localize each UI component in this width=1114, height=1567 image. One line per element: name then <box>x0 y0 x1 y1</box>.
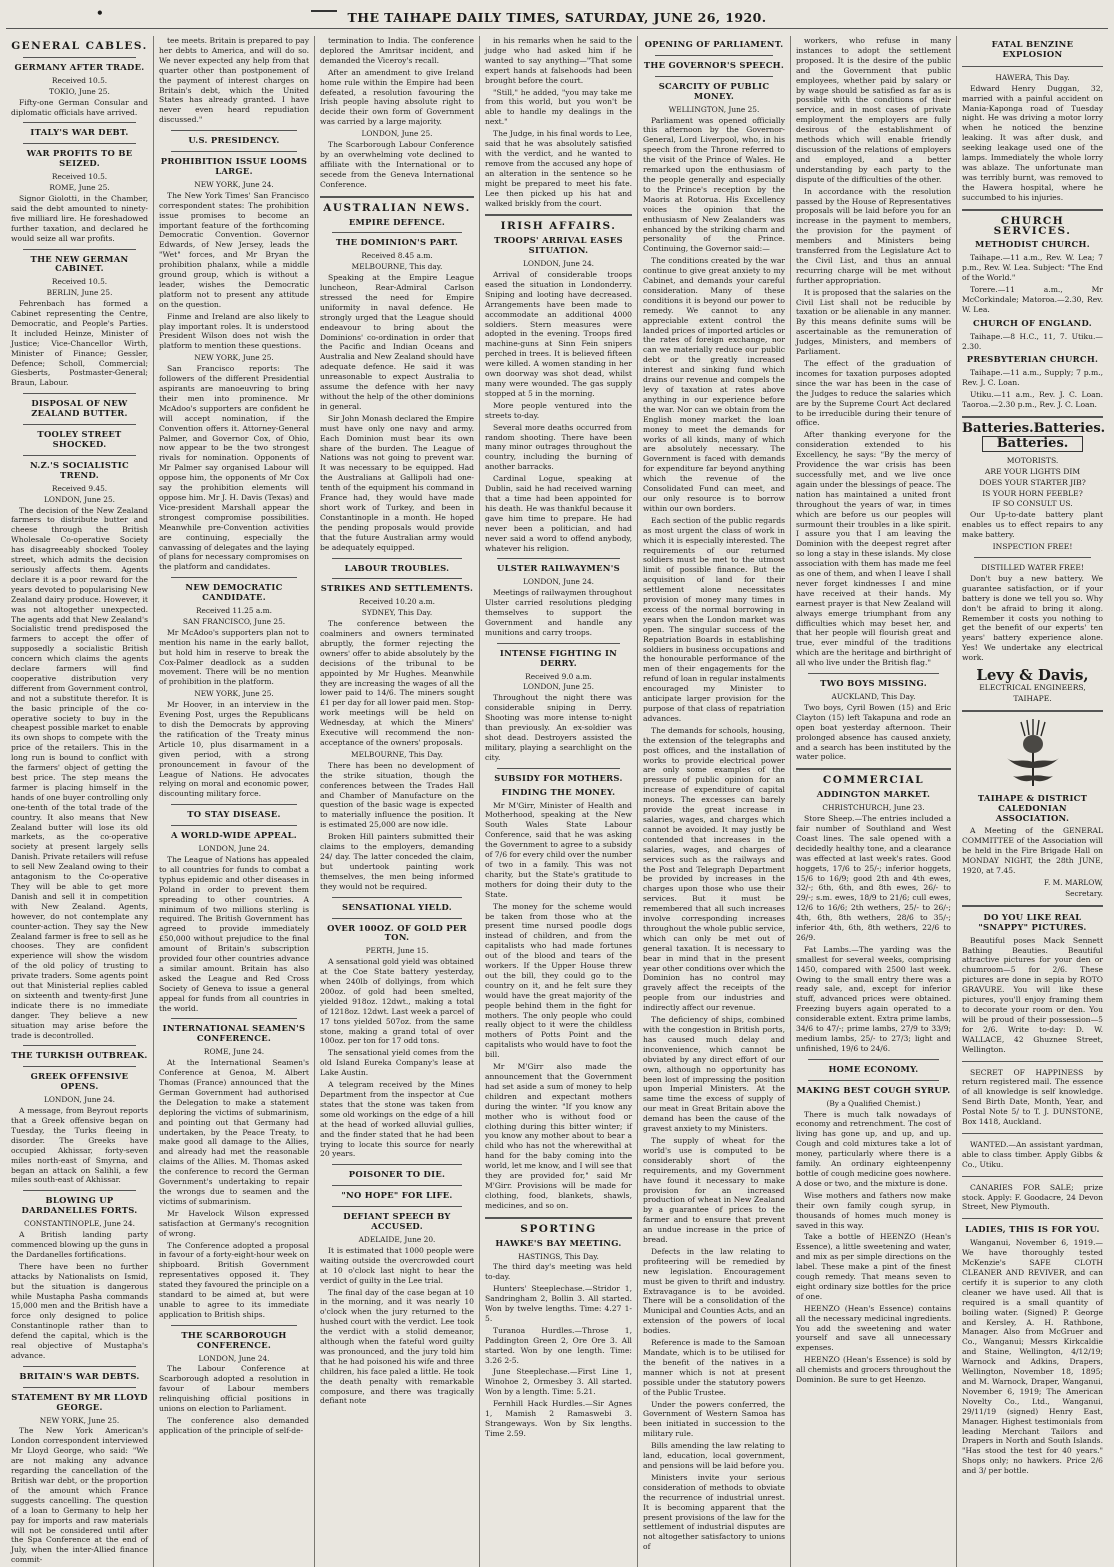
dateline: LONDON, June 24. <box>522 259 595 269</box>
divider <box>808 1080 939 1081</box>
divider <box>171 1325 297 1326</box>
dateline: Received 10.20 a.m. <box>358 597 436 607</box>
article-paragraph: The deficiency of ships, combined with the congestion in British ports, has caused much delay and inconvenience, which cannot be obviated by any direct effort of our own, although no opportunity has been lost of impressing the position upon Imperial Ministers. At the same time the excess of supply of our meat in Great Britain above the demand has been the cause of the gravest anxiety to my Ministers. <box>643 1015 785 1134</box>
dateline: NEW YORK, June 25. <box>194 353 274 363</box>
article-paragraph: The sensational yield comes from the old Island Eureka Company's lease at Lake Austin. <box>320 1048 474 1078</box>
columns <box>6 36 1108 1565</box>
headline: ITALY'S WAR DEBT. <box>30 127 129 138</box>
dateline: ROME, June 24. <box>203 1047 265 1057</box>
ad-paragraph: A Meeting of the GENERAL COMMITTEE of the Association will be held in the Fire Brigade Hall on MONDAY NIGHT, the 28th JUNE, 1920, at 7.45. <box>962 826 1103 876</box>
headline: PROHIBITION ISSUE LOOMS LARGE. <box>160 156 308 176</box>
batteries-word: Batteries. <box>1033 421 1106 436</box>
article-paragraph: Each section of the public regards as most urgent the class of work in which it is especially interested. The requirements of our returned soldiers must be met to the utmost limit of possible finance. But the acquisition of land for their settlement alone necessitates provision of money many times in excess of the normal borrowing in years when the London market was open. The singular success of the Repatriation Boards in establishing soldiers in business occupations and the honourable performance of the men of their engagements for the refund of loan in regular instalments encouraged my Minister to anticipate larger provision for the purpose of that class of repatriation advances. <box>643 515 785 723</box>
divider <box>23 1066 136 1067</box>
article-paragraph: More people ventured into the streets to-day. <box>485 400 632 420</box>
article-paragraph: Finme and Ireland are also likely to play important roles. It is understood President Wilson does not wish the platform to mention these questions. <box>159 311 309 351</box>
divider <box>962 1133 1103 1134</box>
headline: N.Z.'S SOCIALISTIC TREND. <box>30 459 129 480</box>
article-paragraph: Taihape.—11 a.m., Rev. W. Lea; 7 p.m., Rev. W. Lea. Subject: "The End of the World." <box>962 253 1103 283</box>
article-paragraph: Fehrenbach has formed a Cabinet representing the Centre, Democratic, and People's Parties. It included Heinze, Minister of Justice; Vice-Chancellor Wirth, Minister of Finance; Gessler, Defence; Scholl, Commercial; Giesberts, Postmaster-General; Braun, Labour. <box>11 299 148 388</box>
article-paragraph: HEENZO (Hean's Essence) contains all the necessary medicinal ingredients. You add the sweetening and water yourself and save all unnecessary expenses. <box>796 1303 951 1353</box>
dateline: NEW YORK, June 25. <box>194 689 274 699</box>
column-5 <box>638 36 791 1567</box>
headline: SENSATIONAL YIELD. <box>341 901 453 912</box>
headline: ULSTER RAILWAYMEN'S <box>497 563 620 574</box>
ad-line: IS YOUR HORN FEEBLE? <box>982 488 1083 498</box>
headline: TWO BOYS MISSING. <box>820 678 927 689</box>
article-paragraph: Mr McAdoo's supporters plan not to mention his name in the early ballot, but hold him in reserve to break the Cox-Palmer deadlock as a sudden movement. There will be no mention of prohibition in the platform. <box>159 627 309 687</box>
headline: FINDING THE MONEY. <box>501 786 616 797</box>
column-2 <box>154 36 315 1567</box>
headline: COMMERCIAL <box>822 774 925 787</box>
headline: CHURCH SERVICES. <box>993 214 1072 237</box>
dateline: ROME, June 25. <box>49 183 110 193</box>
divider <box>485 1217 632 1219</box>
divider <box>23 1387 136 1388</box>
headline: DO YOU LIKE REAL "SNAPPY" PICTURES. <box>978 911 1087 932</box>
dateline: TOKIO, June 25. <box>49 86 110 96</box>
article-paragraph: Mr Havelock Wilson expressed satisfaction at Germany's recognition of wrong. <box>159 1208 309 1238</box>
headline: THE SCARBOROUGH CONFERENCE. <box>181 1329 287 1350</box>
dateline: Received 10.5. <box>51 75 108 85</box>
dateline: NEW YORK, June 24. <box>194 179 274 189</box>
article-paragraph: There has been no development of the strike situation, though the conferences between the Trades Hall and Chamber of Manufacture on the question of the basic wage is expected to materially influence the position. It is estimated 25,000 are now idle. <box>320 760 474 830</box>
divider <box>485 214 632 216</box>
divider <box>23 455 136 456</box>
divider <box>332 918 462 919</box>
article-paragraph: The money for the scheme would be taken from those who at the present time nursed poodle dogs instead of children, and from the capitalists who had made fortunes out of the blood and tears of the workers. If the Upper House threw out the bill, they could go to the country on it, and he felt sure they would have the great majority of the people behind them in the fight for mothers. The only people who could really object to it were the childless mothers of Potts Point and the capitalists who would have to foot the bill. <box>485 901 632 1060</box>
masthead <box>6 6 1108 29</box>
dateline: NEW YORK, June 25. <box>39 1415 120 1425</box>
ad-paragraph: Our Up-to-date battery plant enables us to effect repairs to any make battery. <box>962 510 1103 540</box>
dateline: CONSTANTINOPLE, June 24. <box>24 1219 135 1229</box>
headline: TO STAY DISEASE. <box>187 809 281 820</box>
article-paragraph: The supply of wheat for the world's use is computed to be considerably short of the requirements, and my Government have found it necessary to make provision for an increased production of wheat in New Zealand by a guarantee of prices to the farmer and to ensure that prevent an undue increase in the price of bread. <box>643 1135 785 1245</box>
divider <box>497 558 620 559</box>
headline: OPENING OF PARLIAMENT. <box>644 39 784 49</box>
article-paragraph: June Steeplechase.—First Line 1, Winohoe 2, Ormesbey 3. All started. Won by a length. Time: 5.21. <box>485 1367 632 1397</box>
divider <box>974 557 1091 558</box>
article-paragraph: Broken Hill painters submitted their claims to the employers, demanding 24/ day. The latter conceded the claim, but undertook painting work themselves, the men being informed they would not be required. <box>320 832 474 891</box>
article-paragraph: Under the powers conferred, the Government of Western Samoa has been initiated in succession to the military rule. <box>643 1399 785 1439</box>
headline: GREEK OFFENSIVE OPENS. <box>30 1071 129 1092</box>
article-paragraph: Two boys, Cyril Bowen (15) and Eric Clayton (15) left Takapuna and rode an open boat yesterday afternoon. Their prolonged absence has caused anxiety, and a search has been instituted by the water police. <box>796 702 951 762</box>
dateline: SAN FRANCISCO, June 25. <box>182 616 286 626</box>
divider <box>23 143 136 144</box>
masthead-dash <box>311 10 337 12</box>
article-paragraph: After thanking everyone for the consideration extended to his Excellency, he says: "By the mercy of Providence the war crisis has been successfully met, and we live once again under the blessings of peace. The nation has maintained a united front throughout the years of war, in times which are before us our peoples will surmount their troubles in a like spirit. I assure you that I am leaving the Dominion with the deepest regret after so long a stay in these islands. My close association with them has made me feel as one of them, and when I leave I shall never forget kindnesses I and mine have received at their hands. My earnest prayer is that New Zealand will always emerge triumphant from any difficulties which may beset her, and that her people will flourish great and true, ever mindful of the traditions which are the heritage and birthright of all who live under the British flag." <box>796 430 951 668</box>
headline: GENERAL CABLES. <box>11 40 148 52</box>
article-paragraph: Edward Henry Duggan, 32, married with a painful accident on Mania-Kaponga road of Tuesday night. He was driving a motor lorry when he noticed the benzine leaking. It was after dusk, and seeking leakage used one of the lamps. Immediately the whole lorry was ablaze. The unfortunate man was terribly burnt, was removed to the Hawera hospital, where he succumbed to his injuries. <box>962 83 1103 202</box>
article-paragraph: Take a bottle of HEENZO (Hean's Essence), a little sweetening and water, and mix as per simple directions on the label. These make a pint of the finest cough remedy. That means seven to eight ordinary size bottles for the price of one. <box>796 1232 951 1301</box>
article-paragraph: The conference between the coalminers and owners terminated abruptly, the former rejecting the owners' offer to abide absolutely by the decisions of the tribunal to be appointed by Mr Hughes. Meanwhile they are increasing the wages of all the lower paid to 14/6. The miners sought £1 per day for all lower paid men. Stop-work meetings will be held on Wednesday, at which the Miners' Executive will recommend the non-acceptance of the owners' proposals. <box>320 619 474 747</box>
divider <box>962 416 1103 418</box>
article-paragraph: Wise mothers and fathers now make their own family cough syrup, in thousands of homes much money is saved in this way. <box>796 1190 951 1230</box>
divider <box>23 122 136 123</box>
article-paragraph: Cardinal Logue, speaking at Dublin, said he had received warning that a time had been appointed for his death. He was thankful because it gave him time to prepare. He had never been a politician, and had never said a word to offend anybody, whatever his religion. <box>485 474 632 553</box>
column-4 <box>480 36 638 1567</box>
article-paragraph: Mr Hoover, in an interview in the Evening Post, urges the Republicans to dish the Democrats by approving the ratification of the Treaty minus Article 10, plus disarmament in a given period, with a strong pronouncement in favour of the League of Nations. He advocates relying on moral and economic power, discounting military force. <box>159 700 309 799</box>
ad-line: DISTILLED WATER FREE! <box>981 562 1084 572</box>
dateline: MELBOURNE, This Day. <box>351 749 443 759</box>
divider <box>23 1190 136 1191</box>
article-paragraph: The Judge, in his final words to Lee, said that he was absolutely satisfied with the verdict, and he wanted to remove from the accused any hope of an alteration in the sentence so he might be prepared to meet his fate. Lee then picked up his hat and walked briskly from the court. <box>485 129 632 208</box>
divider <box>171 804 297 805</box>
dateline: LONDON, June 25. <box>43 494 116 504</box>
headline: STATEMENT BY MR LLOYD GEORGE. <box>11 1391 148 1412</box>
headline: SPORTING <box>520 1222 597 1235</box>
divider <box>332 1185 462 1186</box>
divider <box>332 232 462 233</box>
article-paragraph: San Francisco reports: The followers of the different Presidential aspirants are manoeuvring to bring their men into prominence. Mr McAdoo's supporters are confident he will accept nomination, if the Convention offers it. Attorney-General Palmer, and Governor Cox, of Ohio, now appear to be the two strongest rivals for nomination. Opponents of Mr Palmer say organised Labour will oppose him, the opponents of Mr Cox say the prohibition elements will oppose him. Mr J. H. Davis (Texas) and Vice-president Marshall appear the strongest compromise possibilities. Meanwhile pre-Convention activities are continuing, especially the canvassing of delegates and the laying of plans for necessary compromises on the platform and candidates. <box>159 364 309 572</box>
divider <box>320 196 474 198</box>
divider <box>23 424 136 425</box>
column-6 <box>791 36 957 1567</box>
headline: LABOUR TROUBLES. <box>344 562 450 573</box>
article-paragraph: Reference is made to the Samoan Mandate, which is to be utilised for the benefit of the natives in a manner which is not at present possible under the statutory powers of the Public Trustee. <box>643 1338 785 1397</box>
divider <box>962 209 1103 211</box>
headline: AUSTRALIAN NEWS. <box>323 201 471 214</box>
divider <box>171 825 297 826</box>
headline: DISPOSAL OF NEW ZEALAND BUTTER. <box>31 398 128 419</box>
divider <box>497 643 620 644</box>
divider <box>808 673 939 674</box>
article-paragraph: The League of Nations has appealed to all countries for funds to combat a typhus epidemic and other diseases in Poland in order to prevent them spreading to other countries. A minimum of two millions sterling is required. The British Government has agreed to provide immediately £50,000 without prejudice to the final amount of Britain's subscription provided four other countries advance a similar amount. Britain has also asked the League and Red Cross Society of Geneva to issue a general appeal for funds from all countries in the world. <box>159 854 309 1013</box>
dateline: Received 8.45 a.m. <box>361 251 433 261</box>
article-paragraph: Fernhill Hack Hurdles.—Sir Agnes 1, Mamish 2 Ramaswebi 3. Strangeways. Won by Six lengths. Time 2.59. <box>485 1399 632 1438</box>
dateline: (By a Qualified Chemist.) <box>826 1098 921 1108</box>
article-paragraph: The effect of the graduation of incomes for taxation purposes adopted since the war has been in the case of the Judges to reduce the salaries which are by the Supreme Court Act declared to be irreducible during their tenure of office. <box>796 359 951 428</box>
article-paragraph: termination to India. The conference deplored the Amritsar incident, and demanded the Viceroy's recall. <box>320 36 474 65</box>
headline: OVER 100OZ. OF GOLD PER TON. <box>327 922 467 943</box>
dateline: LONDON, June 25. <box>522 682 595 692</box>
dateline: LONDON, June 24. <box>522 577 595 587</box>
article-paragraph: Sir John Monash declared the Empire must have only one navy and army. Each Dominion must bear its own share of the burden. The League of Nations was not going to prevent war. It was necessary to be equipped. Had the Australians at Gallipoli had one-tenth of the equipment his command in France had, they would have made short work of Turkey, and been in Constantinople in a month. He hoped the pending proposals would provide that the future Australian army would be adequately equipped. <box>320 413 474 552</box>
dateline: BERLIN, June 25. <box>46 288 113 298</box>
article-paragraph: The New York Times' San Francisco correspondent states: The prohibition issue promises to become an important feature of the forthcoming Democratic Convention. Governor Edwards, of New Jersey, leads the "Wet" forces, and Mr Bryan the prohibition phalanx, while a middle ground group, which is without a leader, wishes the Democratic platform not to present any attitude on the question. <box>159 190 309 309</box>
divider <box>332 578 462 579</box>
headline: BLOWING UP DARDANELLES FORTS. <box>21 1195 138 1216</box>
ad-line: TAIHAPE. <box>1013 693 1052 703</box>
article-paragraph: Ministers invite your serious consideration of methods to obviate the recurrence of industrial unrest. It is becoming apparent that the present provisions of the law for the settlement of industrial disputes are not altogether satisfactory to unions of <box>643 1472 785 1552</box>
batteries-ad-title <box>962 421 1106 436</box>
article-paragraph: The third day's meeting was held to-day. <box>485 1262 632 1282</box>
article-paragraph: A telegram received by the Mines Department from the inspector at Cue states that the stone was taken from some old workings on the edge of a hill at the head of worked alluvial gullies, and the finder stated that he had been trying to locate this source for nearly 20 years. <box>320 1080 474 1159</box>
divider <box>23 1045 136 1046</box>
article-paragraph: Fifty-one German Consular and diplomatic officials have arrived. <box>11 97 148 117</box>
dateline: WELLINGTON, June 25. <box>668 104 760 114</box>
article-paragraph: The demands for schools, housing, the extension of the telegraphs and post offices, and the installation of works to provide electrical power are only some examples of the pressure of public opinion for an increase of expenditure of capital moneys. The excesses can barely provide the great increase in salaries, wages, and charges which cannot be avoided. It may justly be contended that increases in the salaries, wages, and charges of services such as the railways and the Post and Telegraph Department be provided by increases in the charges upon those who use their services. But it must be remembered that all such increases involve corresponding increases throughout the whole public service, which can only be met out of general taxation. It is necessary to bear in mind that in the present year other conditions over which the Dominion has no control may gravely affect the receipts of the people from our industries and indirectly affect our revenue. <box>643 725 785 1013</box>
headline: FATAL BENZINE EXPLOSION <box>991 39 1074 59</box>
headline: HOME ECONOMY. <box>828 1063 919 1074</box>
headline: THE DOMINION'S PART. <box>335 237 459 248</box>
ad-line: INSPECTION FREE! <box>992 542 1073 552</box>
article-paragraph: Torere.—11 a.m., Mr McCorkindale; Matoroa.—2.30, Rev. W. Lea. <box>962 285 1103 314</box>
divider <box>23 57 136 58</box>
headline: STRIKES AND SETTLEMENTS. <box>320 583 474 594</box>
divider <box>655 55 773 56</box>
headline: THE NEW GERMAN CABINET. <box>30 253 129 274</box>
ad-line: DOES YOUR STARTER JIB? <box>979 477 1086 487</box>
ad-line: IF SO CONSULT US. <box>992 499 1073 509</box>
article-paragraph: Bills amending the law relating to land, education, local government, and pensions will be laid before you. <box>643 1441 785 1470</box>
divider <box>171 130 297 131</box>
headline: IRISH AFFAIRS. <box>500 220 617 233</box>
dateline: CHRISTCHURCH, June 23. <box>822 803 925 813</box>
divider <box>962 1218 1103 1219</box>
headline: HAWKE'S BAY MEETING. <box>495 1237 622 1248</box>
column-1 <box>6 36 154 1567</box>
dateline: Received 10.5. <box>51 172 108 182</box>
headline: A WORLD-WIDE APPEAL. <box>170 830 298 841</box>
article-paragraph: Utiku.—11 a.m., Rev. J. C. Loan. Taoroa.—2.30 p.m., Rev. J. C. Loan. <box>962 390 1103 410</box>
headline: PRESBYTERIAN CHURCH. <box>966 354 1099 365</box>
divider <box>962 905 1103 907</box>
dateline: Received 9.0 a.m. <box>525 671 592 681</box>
headline: LADIES, THIS IS FOR YOU. <box>965 1224 1100 1235</box>
headline: INTENSE FIGHTING IN DERRY. <box>499 647 618 668</box>
article-paragraph: tee meets. Britain is prepared to pay her debts to America, and will do so. We never expected any help from that quarter other than postponement of the payment of interest charges on Britain's debt, which the United States has already granted. I have never even heard repudiation discussed." <box>159 36 309 125</box>
headline: "NO HOPE" FOR LIFE. <box>341 1190 453 1201</box>
headline: BRITAIN'S WAR DEBTS. <box>19 1370 140 1381</box>
article-paragraph: Meetings of railwaymen throughout Ulster carried resolutions pledging themselves to support the Government and handle any munitions and carry troops. <box>485 588 632 637</box>
headline: POISONER TO DIE. <box>348 1169 446 1180</box>
article-paragraph: Taihape.—8 H.C., 11, 7. Utiku.—2.30. <box>962 331 1103 351</box>
dateline: LONDON, June 24. <box>198 844 270 854</box>
article-paragraph: It is estimated that 1000 people were waiting outside the overcrowded court at 10 o'clock last night to hear the verdict of guilty in the Lee trial. <box>320 1245 474 1285</box>
divider <box>171 151 297 152</box>
article-paragraph: The conference also demanded application of the principle of self-de- <box>159 1416 309 1435</box>
dateline: AUCKLAND, This Day. <box>831 692 916 701</box>
dateline: ADELAIDE, June 20. <box>358 1234 436 1244</box>
divider <box>796 768 951 770</box>
article-paragraph: Signor Giolotti, in the Chamber, said the debt amounted to ninety-five milliard lire. He foreshadowed further taxation, and declared he would seize all war profits. <box>11 193 148 243</box>
headline: CHURCH OF ENGLAND. <box>972 317 1092 328</box>
divider <box>171 577 297 578</box>
article-paragraph: The Conference adopted a proposal in favour of a forty-eight-hour week on shipboard. British Government representatives opposed it. They stated they favoured the principle on a standard to be aimed at, but were unable to agree to its immediate application to British ships. <box>159 1240 309 1319</box>
dateline: HAWERA, This Day. <box>995 72 1070 82</box>
dateline: PERTH, June 15. <box>365 946 429 956</box>
dateline: Received 10.5. <box>51 277 108 287</box>
article-paragraph: workers, who refuse in many instances to adopt the settlement proposed. It is the desire of the public and the Government that public employees, whether paid by salary or by wage should be satisfied as far as is possible with the conditions of their service, and in most cases of private employment the employers are fully desirous of the establishment of methods which will enable friendly discussion of the relations of employers and employed, and a better understanding by each party to the dispute of the difficulties of the other. <box>796 36 951 184</box>
headline: SUBSIDY FOR MOTHERS. <box>494 772 623 783</box>
dateline: MELBOURNE, This day. <box>351 262 443 272</box>
article-paragraph: In accordance with the resolution passed by the House of Representatives proposals will be laid before you for an increase in the payment to members, the provision for the payment of members and Ministers being transferred from the Legislature Act to the Civil List, and thus an annual recurring charge will be met without further appropriation. <box>796 186 951 285</box>
article-paragraph: The New York American's London correspondent interviewed Mr Lloyd George, who said: "We are not making any advance regarding the cancellation of the British war debt, or the proportion of the amount which France suggests cancelling. The question of a loan to Germany to help her pay for imports and raw materials will not be considered until after the Spa Conference at the end of July, when the inter-Allied finance commit- <box>11 1426 148 1565</box>
article-paragraph: It is proposed that the salaries on the Civil List shall not be reducible by taxation or be alienable in any manner. By this means definite sums will be ascertainable as the remuneration of Judges, Ministers, and members of Parliament. <box>796 287 951 357</box>
dateline: LONDON, June 24. <box>43 1095 116 1105</box>
divider <box>171 1018 297 1019</box>
article-paragraph: Parliament was opened officially this afternoon by the Governor-General, Lord Liverpool, who, in his speech from the Throne referred to the visit of the Prince of Wales. He remarked upon the enthusiasm of the people generally and especially to the Prince's reception by the Maoris at Rotorua. His Excellency voices the opinion that the enthusiasm of New Zealanders was enhanced by the striking charm and personality of the Prince. Continuing, the Governor said:— <box>643 115 785 254</box>
article-paragraph: The decision of the New Zealand farmers to distribute butter and cheese through the British Wholesale Co-operative Society has disagreeably shocked Tooley street, which admits the decision seriously affects them. Agents declare it is a poor reward for the years devoted to popularising New Zealand dairy produce. However, it was not altogether unexpected. The agents add that New Zealand's Socialistic trend predisposed the farmers to accept the offer of supposedly a socialistic British concern which claims the agents declare farmers will find cooperative distribution very different from Government control, and not a substitute therefor. It is the basic principle of the co-operative society to buy in the cheapest possible market to enable its own shops to compete with the price of the retailers. This in the long run is bound to conflict with the farmers' object of getting the best price. The step means the farmer is placing himself in the hands of one buyer controlling only one-tenth of the total trade of the country. It also means that New Zealand butter will lose its old markets, as the co-operative society at present largely sells Danish. Private retailers will refuse to sell New Zealand owing to their antagonism to the Co-operative They will be able to get more Danish and sell it in competition with New Zealand. Agents, however, do not contemplate any counter-action. They say the New Zealand farmer is free to sell as he chooses. They are confident experience will show the wisdom of the old policy of trusting to private traders. Some agents point out that Ministerial replies cabled on sixteenth and twenty-first June indicate there is no immediate danger. They believe a new situation may arise before the trade is decontrolled. <box>11 505 148 1040</box>
headline: THE TURKISH OUTBREAK. <box>11 1050 148 1061</box>
article-paragraph: The final day of the case began at 10 in the morning, and it was nearly 10 o'clock when the jury returned to the hushed court with the verdict. Lee took the verdict with a stolid demeanor, although when the fateful word guilty was pronounced, and the jury told him that he had poisoned his wife and three children, his face paled a little. He took the death penalty with remarkable composure, and there was tragically defiant note <box>320 1287 474 1406</box>
batteries-word: Batteries. <box>962 421 1034 436</box>
article-paragraph: A sensational gold yield was obtained at the Coe State battery yesterday, when 240lb of dollyings, from which 200oz. of gold had been smelted, yielded 918oz. 12dwt., making a total of 1218oz. 12dwt. Last week a parcel of 17 tons yielded 507oz. from the same stone, making a grand total of over 100oz. per ton for 17 odd tons. <box>320 957 474 1046</box>
article-paragraph: Store Sheep.—The entries included a fair number of Southland and West Coast lines. The sale opened with a decidedly healthy tone, and a clearance was effected at last week's rates. Good hoggets, 17/6 to 25/-; inferior hoggets, 15/6 to 16/9; good 2th and 4th ewes, 32/-; 6th, 6th, and 8th ewes, 26/- to 29/-; s.m. ewes, 18/9 to 21/6; cull ewes, 12/6 to 16/6; 2th wethers, 25/- to 26/-; 4th, 6th, 8th wethers, 28/6 to 35/-; inferior 4th, 6th, 8th wethers, 22/6 to 26/9. <box>796 814 951 942</box>
dateline: Received 9.45. <box>51 483 108 493</box>
headline: THE GOVERNOR'S SPEECH. <box>643 59 785 70</box>
divider <box>962 1176 1103 1177</box>
article-paragraph: There is much talk nowadays of economy and retrenchment. The cost of living has gone up, and up, and up. Cough and cold mixtures take a lot of money, particularly where there is a family. An ordinary eighteenpenny bottle of cough medicine goes nowhere. A dose or two, and the mixture is done. <box>796 1109 951 1188</box>
headline: GERMANY AFTER TRADE. <box>14 61 145 72</box>
divider <box>962 1061 1103 1062</box>
article-paragraph: in his remarks when he said to the judge who had asked him if he wanted to say anything—"That some expert hands at falsehoods had been brought before the court. <box>485 36 632 85</box>
divider <box>332 1206 462 1207</box>
divider <box>962 710 1103 712</box>
article-paragraph: A message, from Beyrout reports that a Greek offensive began on Tuesday, the Turks fleeing in disorder. The Greeks have occupied Akhissar, forty-seven miles north-east of Smyrna, and began an attack on Salihli, a few miles south-east of Akhissar. <box>11 1106 148 1185</box>
article-paragraph: Defects in the law relating to profiteering will be remedied by new legislation. Encouragement must be given to thrift and industry. Extravagance is to be avoided. There will be a consolidation of the Municipal and Counties Acts, and an extension of the powers of local bodies. <box>643 1246 785 1336</box>
divider <box>332 897 462 898</box>
divider <box>497 768 620 769</box>
article-paragraph: "Still," he added, "you may take me from this world, but you won't be able to handle my dealings in the next." <box>485 87 632 127</box>
ad-paragraph: Wanganui, November 6, 1919.—We have thoroughly tested McKenzie's SAFE CLOTH CLEANER AND REVIVER, and can certify it is superior to any cloth cleaner we have used. All that is required is a small quantity of boiling water. (Signed) P. George and Kersley, A. H. Rathbone, Manager. Also from McGruer and Co., Wanganui; Messrs Kirkcaldie and Staine, Wellington, 4/12/19; Warnock and Adkins, Drapers, Wellington, November 18, 1895; and M. Warnock, Draper, Wanganui, November 6, 1919; The American Novelty Co., Ltd., Wanganui, 29/11/19 (signed) Henry East, Manager. Highest testimonials from leading Merchant Tailors and Drapers in North and South Islands. "Has stood the test for 40 years." Shops only; no hawkers. Price 2/6 and 3/ per bottle. <box>962 1238 1103 1476</box>
article-paragraph: Mr M'Girr, Minister of Health and Motherhood, speaking at the New South Wales State Labour Conference, said that he was asking the Government to agree to a subsidy of 7/6 for every child over the number of two in a family. This was not charity, but the State's gratitude to mothers for doing their duty to the State. <box>485 800 632 899</box>
divider <box>332 1164 462 1165</box>
signature: F. M. MARLOW, <box>1043 878 1103 887</box>
ad-line: ARE YOUR LIGHTS DIM <box>984 466 1081 476</box>
article-paragraph: The conditions created by the war continue to give great anxiety to my Cabinet, and demands your careful consideration. Many of these conditions it is beyond our power to remedy. We cannot to any appreciable extent control the landed prices of imported articles or the rates of foreign exchange, nor can we materially reduce our public debt or the greatly increased interest and sinking fund which drains our revenue and compels the levy of taxation at rates above anything in our experience before the war. Nor can we obtain from the English money market the loan money to meet the demands for works of all kinds, many of which are absolutely necessary. The Government is faced with demands for expenditure far beyond anything which the revenue of the Consolidated Fund can meet, and our only resource is to borrow within our own borders. <box>643 256 785 513</box>
divider <box>23 249 136 250</box>
ad-line: ELECTRICAL ENGINEERS, <box>979 682 1086 692</box>
headline: TOOLEY STREET SHOCKED. <box>37 429 122 449</box>
ad-paragraph: SECRET OF HAPPINESS by return registered mail. The essence of all knowledge is self knowledge. Send Birth Date, Month, Year, and Postal Note 5/ to T. J. DUNSTONE, Box 1418, Auckland. <box>962 1067 1103 1127</box>
ad-paragraph: WANTED.—An assistant yardman, able to class timber. Apply Gibbs & Co., Utiku. <box>962 1139 1103 1169</box>
headline: SCARCITY OF PUBLIC MONEY. <box>658 80 770 101</box>
divider <box>655 76 773 77</box>
thistle-icon <box>962 718 1103 788</box>
ad-paragraph: CANARIES FOR SALE; prize stock. Apply: F. Goodacre, 24 Devon Street, New Plymouth. <box>962 1182 1103 1212</box>
signature: Secretary. <box>1065 888 1103 898</box>
article-paragraph: HEENZO (Hean's Essence) is sold by all chemists and grocers throughout the Dominion. Be sure to get Heenzo. <box>796 1355 951 1385</box>
ad-line: MOTORISTS. <box>1006 455 1059 465</box>
headline: ADDINGTON MARKET. <box>816 789 931 800</box>
dateline: LONDON, June 25. <box>361 129 433 139</box>
corner-mark-icon: • <box>96 6 105 20</box>
headline: WAR PROFITS TO BE SEIZED. <box>26 148 133 169</box>
divider <box>808 1059 939 1060</box>
article-paragraph: The Labour Conference at Scarborough adopted a resolution in favour of Labour members relinquishing official positions in unions on election to Parliament. <box>159 1364 309 1414</box>
masthead-title: THE TAIHAPE DAILY TIMES, SATURDAY, JUNE 26, 1920. <box>347 9 767 25</box>
dateline: HASTINGS, This Day. <box>518 1251 599 1261</box>
divider <box>23 393 136 394</box>
headline: TROOPS' ARRIVAL EASES SITUATION. <box>494 235 623 256</box>
dateline: SYDNEY, This Day. <box>361 608 433 618</box>
divider <box>23 1366 136 1367</box>
divider <box>962 66 1103 67</box>
article-paragraph: Speaking at the Empire League luncheon, Rear-Admiral Carlson stressed the need for Empire uniformity in naval defence. He strongly urged that the League should endeavour to bring about the Dominions' co-ordination in order that the Pacific and Indian Oceans and Australia and New Zealand should have adequate defence. He said it was unreasonable to expect Australia to assume the defence with her navy without the help of the other dominions in general. <box>320 273 474 411</box>
article-paragraph: A British landing party commenced blowing up the guns in the Dardanelles fortifications. <box>11 1230 148 1259</box>
article-paragraph: Mr M'Girr also made the announcement that the Government had set aside a sum of money to help children and expectant mothers during the winter. "If you know any mother who is without food or clothing during this bitter winter; if you know any mother about to bear a child who has not the wherewithal at hand for the baby coming into the world, let me know, and I will see that they are provided for," said Mr M'Girr. Provisions will be made for clothing, food, blankets, shawls, medicines, and so on. <box>485 1062 632 1210</box>
advertiser-name: Levy & Davis, <box>976 666 1089 685</box>
article-paragraph: Turanoa Hurdles.—Throse 1, Paddington Green 2, Ore Ore 3. All started. Won by one length. Time: 3.26 2-5. <box>485 1325 632 1365</box>
article-paragraph: Several more deaths occurred from random shooting. There have been many minor outrages throughout the country, including the burning of another barracks. <box>485 422 632 472</box>
headline: NEW DEMOCRATIC CANDIDATE. <box>185 582 283 603</box>
headline: INTERNATIONAL SEAMEN'S CONFERENCE. <box>162 1023 306 1044</box>
headline: U.S. PRESIDENCY. <box>188 135 280 146</box>
ad-paragraph: Don't buy a new battery. We guarantee satisfaction, or if your battery is done we tell you so. Why don't be afraid to bring it along. Remember it costs you nothing to get the benefit of our experts' ten years' battery experience alone. Yes! We undertake any electrical work. <box>962 573 1103 663</box>
headline: DEFIANT SPEECH BY ACCUSED. <box>343 1211 451 1232</box>
article-paragraph: After an amendment to give Ireland home rule within the Empire had been defeated, a resolution favouring the Irish people having absolute right to decide their own form of Government was carried by a large majority. <box>320 67 474 127</box>
headline: EMPIRE DEFENCE. <box>348 216 446 227</box>
dateline: LONDON, June 24. <box>198 1353 270 1363</box>
headline: MAKING BEST COUGH SYRUP. <box>796 1084 951 1095</box>
article-paragraph: Fat Lambs.—The yarding was the smallest for several weeks, comprising 1450, compared with 2500 last week. Owing to the small entry there was a ready sale, and, except for inferior stuff, advanced prices were obtained. Freezing buyers again operated to a considerable extent. Extra prime lambs, 34/6 to 47/-; prime lambs, 27/9 to 33/9; medium lambs, 25/- to 27/3; light and unfinished, 19/6 to 24/6. <box>796 944 951 1053</box>
column-7 <box>957 36 1108 1567</box>
divider <box>332 558 462 559</box>
article-paragraph: Hunters' Steeplechase.—Stridor 1, Sandringham 2, Bollin 3. All started. Won by twelve lengths. Time: 4.27 1-5. <box>485 1284 632 1323</box>
column-3 <box>315 36 480 1567</box>
article-paragraph: Arrival of considerable troops eased the situation in Londonderry. Sniping and looting have decreased. Arrangements have been made to accommodate an additional 4000 soldiers. Stern measures were adopted in the evening. Troops fired machine-guns at Sinn Fein snipers perched in trees. It is believed fifteen were killed. A women standing in her own doorway was shot dead, whilst many were wounded. The gas supply stopped at 5 in the morning. <box>485 270 632 398</box>
article-paragraph: The Scarborough Labour Conference by an overwhelming vote declined to affiliate with the International or to secede from the Geneva International Conference. <box>320 140 474 189</box>
headline: TAIHAPE & DISTRICT CALEDONIAN ASSOCIATION. <box>977 792 1088 823</box>
ad-paragraph: Beautiful poses Mack Sennett Bathing Beauties. Beautiful attractive pictures for your den or chumroom—5 for 2/6. These pictures are done in sepia by ROTO GRAVURE. You will like these pictures, you'll enjoy framing them to decorate your room or den. You will be proud of their possession—5 for 2/6. Write to-day: D. W. WALLACE, 42 Ghuznee Street, Wellington. <box>962 935 1103 1054</box>
article-paragraph: Taihape.—11 a.m., Supply; 7 p.m., Rev. J. C. Loan. <box>962 368 1103 388</box>
article-paragraph: There have been no further attacks by Nationalists on Ismid, but the situation is dangerous while Mustapha Pasha commands 15,000 men and the British have a force only designed to police Constantinople rather than to defend the capital, which is the real objective of Mustapha's advance. <box>11 1261 148 1360</box>
batteries-ad-box: Batteries. <box>982 436 1083 452</box>
article-paragraph: At the International Seamen's Conference at Genoa, M. Albert Thomas (France) announced that the German Government had authorised the Delegation to make a statement deploring the victims of submarinism, and pointing out that Germany had undertaken, by the Peace Treaty, to make good all damage to the Allies, and already had met the reasonable claims of the Allies. M. Thomas asked the conference to record the German Government's undertaking to repair the wrongs due to seamen and the victims of submarinism. <box>159 1058 309 1206</box>
article-paragraph: Throughout the night there was considerable sniping in Derry. Shooting was more intense to-night than previously. An ex-soldier was shot dead. Destroyers assisted the military, playing a searchlight on the city. <box>485 693 632 762</box>
headline: METHODIST CHURCH. <box>975 239 1090 250</box>
dateline: Received 11.25 a.m. <box>195 606 273 616</box>
